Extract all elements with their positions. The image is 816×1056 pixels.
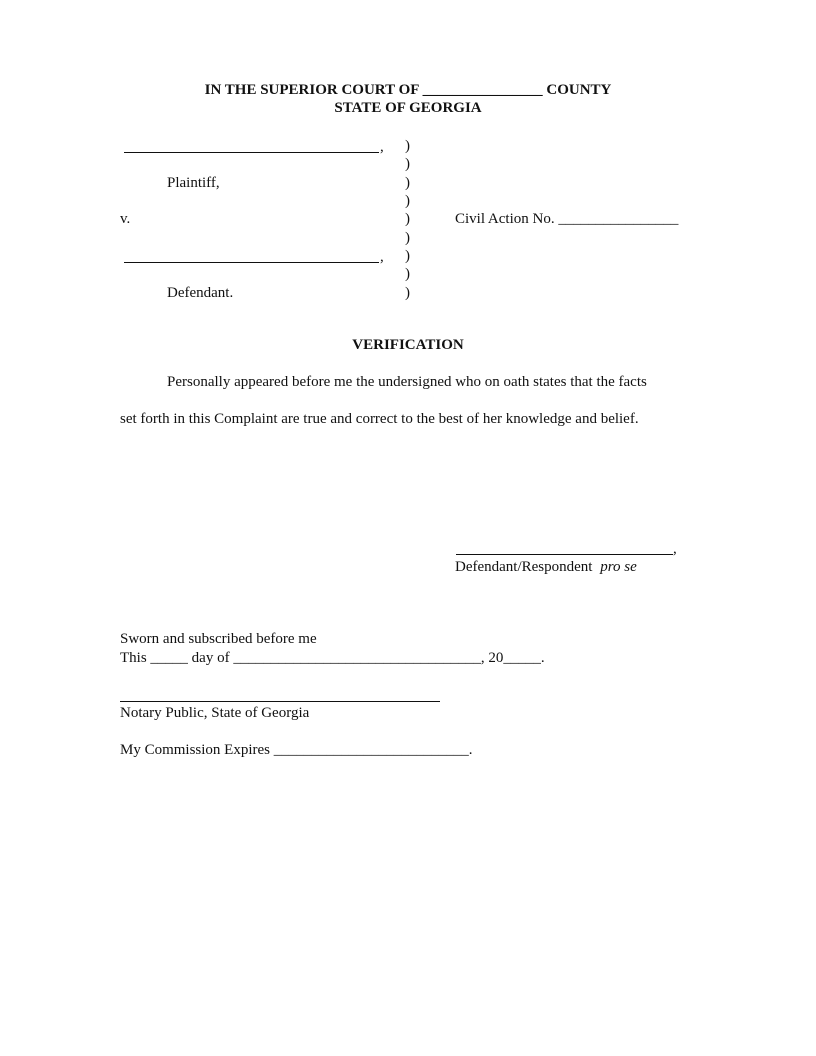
caption-paren: ) bbox=[405, 230, 410, 246]
year-blank: _____ bbox=[503, 650, 541, 666]
court-line-suffix: COUNTY bbox=[546, 82, 612, 98]
plaintiff-comma: , bbox=[380, 139, 384, 155]
court-line-prefix: IN THE SUPERIOR COURT OF bbox=[204, 82, 419, 98]
verification-heading: VERIFICATION bbox=[352, 337, 464, 353]
month-blank: _________________________________ bbox=[233, 650, 481, 666]
date-period: . bbox=[540, 650, 545, 666]
commission-blank: __________________________ bbox=[273, 742, 469, 758]
civil-action-number bbox=[455, 210, 678, 228]
this-label: This bbox=[120, 650, 147, 666]
day-of-label: day of bbox=[191, 650, 230, 666]
caption-paren: ) bbox=[405, 175, 410, 191]
year-prefix: , 20 bbox=[480, 650, 504, 666]
verification-text-line-1: Personally appeared before me the undersigned who on oath states that the facts bbox=[167, 374, 647, 390]
signature-comma: , bbox=[673, 541, 677, 557]
commission-label: My Commission Expires bbox=[120, 742, 271, 758]
verification-text-line-2: set forth in this Complaint are true and correct to the best of her knowledge and belief. bbox=[120, 411, 639, 427]
defendant-name-line bbox=[124, 262, 379, 263]
sworn-line: Sworn and subscribed before me bbox=[120, 631, 317, 647]
signature-role bbox=[455, 558, 637, 576]
caption-paren: ) bbox=[405, 138, 410, 154]
notary-signature-line bbox=[120, 701, 440, 702]
notary-label: Notary Public, State of Georgia bbox=[120, 705, 310, 721]
defendant-comma: , bbox=[380, 249, 384, 265]
signature-role-italic: pro se bbox=[600, 559, 637, 575]
state-line: STATE OF GEORGIA bbox=[334, 100, 482, 116]
civil-action-label: Civil Action No. bbox=[455, 211, 555, 227]
caption-paren: ) bbox=[405, 248, 410, 264]
versus-label: v. bbox=[120, 211, 131, 227]
commission-line bbox=[120, 741, 473, 759]
signature-role-label: Defendant/Respondent bbox=[455, 559, 593, 575]
defendant-label: Defendant. bbox=[167, 285, 234, 301]
caption-paren: ) bbox=[405, 285, 410, 301]
caption-paren: ) bbox=[405, 193, 410, 209]
day-blank: _____ bbox=[150, 650, 188, 666]
plaintiff-label: Plaintiff, bbox=[167, 175, 220, 191]
civil-action-blank: ________________ bbox=[558, 211, 679, 227]
caption-paren: ) bbox=[405, 211, 410, 227]
date-line bbox=[120, 649, 545, 667]
plaintiff-name-line bbox=[124, 152, 379, 153]
court-line bbox=[0, 81, 816, 99]
caption-paren: ) bbox=[405, 266, 410, 282]
county-blank: ________________ bbox=[422, 82, 543, 98]
commission-period: . bbox=[468, 742, 473, 758]
caption-paren: ) bbox=[405, 156, 410, 172]
signature-line bbox=[456, 554, 673, 555]
